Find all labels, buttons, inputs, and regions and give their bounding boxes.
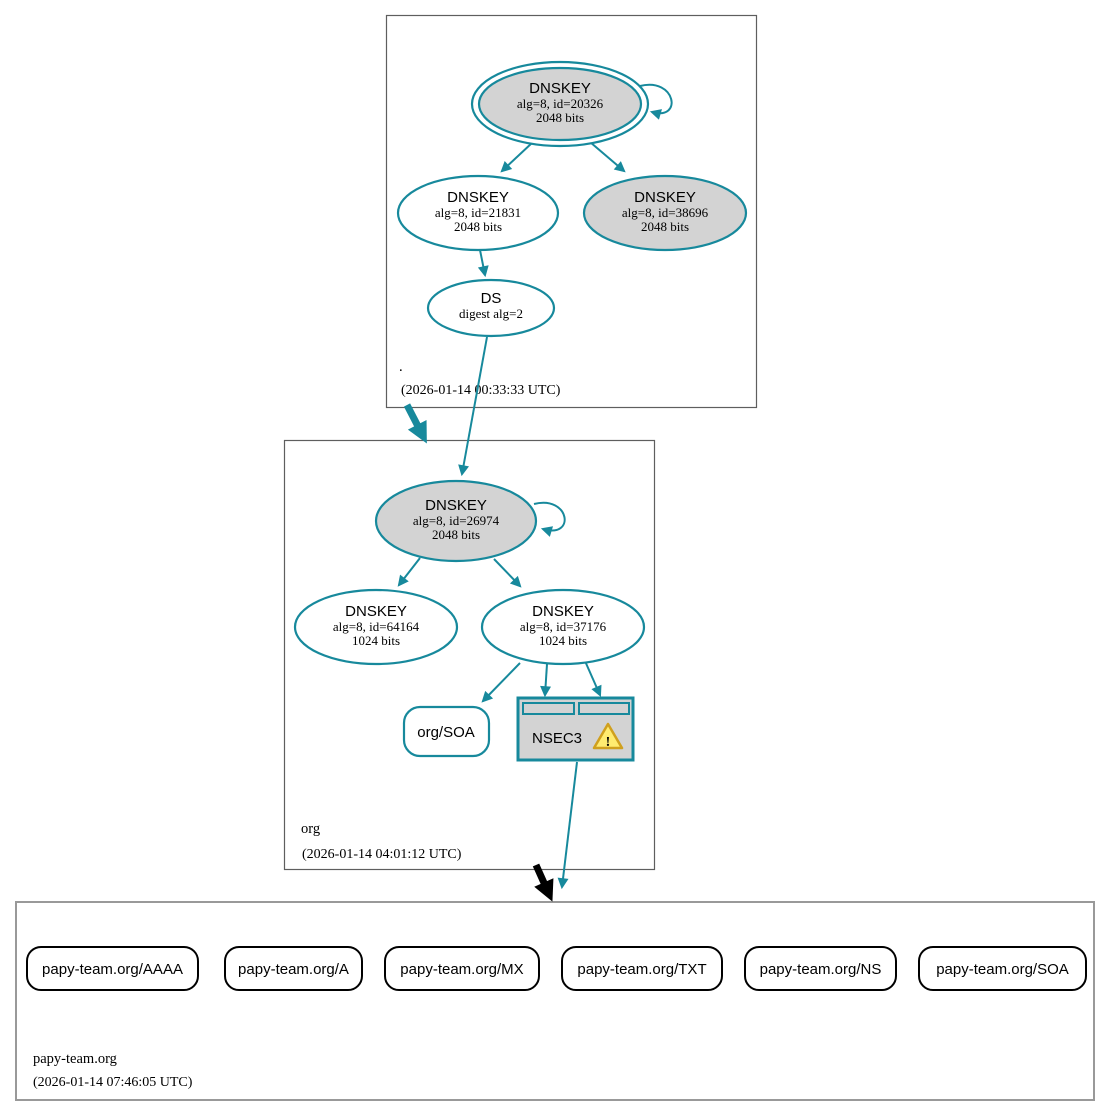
node-org-nsec3[interactable] — [518, 698, 633, 760]
node-title: DNSKEY — [532, 603, 594, 620]
zone-timestamp-org: (2026-01-14 04:01:12 UTC) — [302, 847, 462, 862]
edge-root-ksk-to-zsk1 — [502, 142, 533, 171]
nsec3-cell-b — [579, 703, 629, 714]
edge-root-ksk-to-zsk2 — [590, 142, 624, 171]
node-root-ds[interactable] — [428, 280, 554, 336]
node-title: DS — [480, 290, 502, 307]
record-node-ns[interactable] — [745, 947, 896, 990]
record-label: papy-team.org/AAAA — [42, 961, 183, 978]
node-title: DNSKEY — [447, 189, 509, 206]
edge-org-ksk-to-zsk1 — [399, 558, 420, 585]
node-title: DNSKEY — [425, 497, 487, 514]
record-node-txt[interactable] — [562, 947, 722, 990]
node-detail: 1024 bits — [538, 633, 588, 648]
node-detail: 2048 bits — [640, 219, 690, 234]
node-root-zsk2-dnskey[interactable] — [584, 176, 746, 250]
node-detail: alg=8, id=64164 — [332, 619, 420, 634]
edge-org-ksk-to-zsk2 — [494, 559, 520, 586]
warning-mark: ! — [605, 735, 611, 750]
node-label: NSEC3 — [531, 730, 583, 747]
record-label: papy-team.org/A — [238, 961, 349, 978]
edge-ds-to-org-ksk — [462, 337, 487, 474]
node-detail: digest alg=2 — [458, 306, 524, 321]
zone-box-papy-team — [16, 902, 1094, 1100]
node-detail: 2048 bits — [453, 219, 503, 234]
zone-label-root: . — [399, 359, 403, 375]
node-root-zsk-dnskey[interactable] — [398, 176, 558, 250]
zone-label-papy-team: papy-team.org — [33, 1051, 117, 1067]
edge-org-zsk2-to-nsec3-b — [585, 661, 600, 695]
node-label: org/SOA — [417, 724, 475, 741]
record-label: papy-team.org/TXT — [577, 961, 707, 978]
nsec3-cell-a — [523, 703, 574, 714]
edge-nsec3-to-delegation — [562, 762, 577, 887]
node-title: DNSKEY — [634, 189, 696, 206]
record-label: papy-team.org/MX — [400, 961, 524, 978]
node-title: DNSKEY — [345, 603, 407, 620]
node-org-zsk2-dnskey[interactable] — [482, 590, 644, 664]
node-title: DNSKEY — [529, 80, 591, 97]
zone-label-org: org — [301, 821, 321, 837]
record-node-soa[interactable] — [919, 947, 1086, 990]
edge-org-zsk2-to-nsec3-a — [545, 664, 547, 695]
record-node-aaaa[interactable] — [27, 947, 198, 990]
node-detail: alg=8, id=26974 — [412, 513, 500, 528]
edge-org-ksk-selfloop — [534, 503, 565, 531]
zone-timestamp-papy-team: (2026-01-14 07:46:05 UTC) — [33, 1075, 193, 1090]
node-detail: 1024 bits — [351, 633, 401, 648]
node-org-soa[interactable] — [404, 707, 489, 756]
node-detail: alg=8, id=37176 — [519, 619, 607, 634]
record-node-a[interactable] — [225, 947, 362, 990]
node-root-ksk-dnskey[interactable] — [472, 62, 648, 146]
node-detail: 2048 bits — [431, 527, 481, 542]
record-label: papy-team.org/SOA — [936, 961, 1069, 978]
node-detail: 2048 bits — [535, 110, 585, 125]
zone-timestamp-root: (2026-01-14 00:33:33 UTC) — [401, 383, 561, 398]
node-detail: alg=8, id=21831 — [434, 205, 522, 220]
edge-root-zsk-to-ds — [480, 250, 485, 275]
node-detail: alg=8, id=38696 — [621, 205, 709, 220]
record-node-mx[interactable] — [385, 947, 539, 990]
node-org-ksk-dnskey[interactable] — [376, 481, 536, 561]
edge-org-zsk2-to-soa — [483, 663, 520, 701]
record-label: papy-team.org/NS — [759, 961, 882, 978]
node-org-zsk-dnskey[interactable] — [295, 590, 457, 664]
edge-delegation-root-org — [407, 405, 423, 436]
node-detail: alg=8, id=20326 — [516, 96, 604, 111]
